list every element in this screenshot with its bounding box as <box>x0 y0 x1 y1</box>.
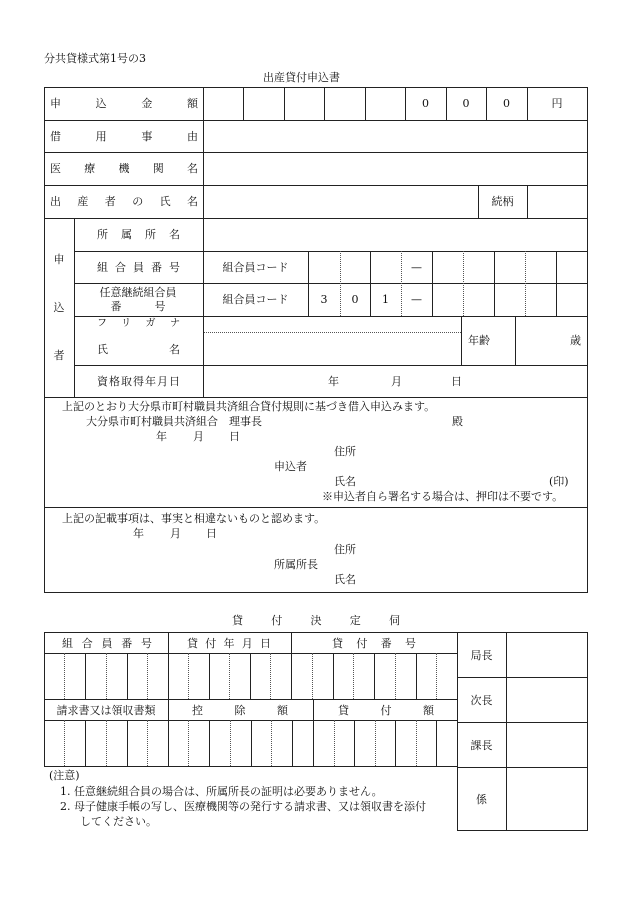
institution-field[interactable] <box>204 153 587 184</box>
voluntary-label-line1: 任意継続組合員 <box>99 286 177 299</box>
amount-unit: 円 <box>551 97 563 110</box>
relation-field[interactable] <box>528 186 587 217</box>
reason-field[interactable] <box>204 121 587 152</box>
col-loan-amount: 貸付額 <box>338 704 434 717</box>
col-deduction: 控除額 <box>192 704 288 717</box>
institution-label: 医療機関名 <box>50 162 198 175</box>
member-code-label: 組合員コード <box>222 261 289 274</box>
mother-name-field[interactable] <box>204 186 477 217</box>
declaration-name-label: 氏名 <box>334 475 356 488</box>
note-2: 2. 母子健康手帳の写し、医療機関等の発行する請求書、又は領収書を添付 <box>60 800 426 813</box>
certification-address-label: 住所 <box>334 543 356 556</box>
affiliation-label: 所属所名 <box>97 228 180 241</box>
stamp-box-director-general[interactable] <box>507 633 587 677</box>
declaration-text: 上記のとおり大分県市町村職員共済組合貸付規則に基づき借入申込みます。 <box>62 400 436 413</box>
voluntary-label-line2: 番 号 <box>110 300 166 313</box>
voluntary-digit-2[interactable]: 0 <box>351 293 359 306</box>
note-2-continued: してください。 <box>80 815 157 828</box>
applicant-name-field[interactable] <box>204 333 460 364</box>
seal-note: ※申込者自ら署名する場合は、押印は不要です。 <box>322 490 564 503</box>
qualified-year: 年 <box>328 375 339 388</box>
applicant-side-char-2: 込 <box>53 301 65 314</box>
declaration-month: 月 <box>193 430 204 443</box>
declaration-address-label: 住所 <box>334 445 356 458</box>
applicant-name-label: 氏名 <box>97 343 180 356</box>
certification-year: 年 <box>133 527 144 540</box>
member-code-dash: — <box>411 261 422 274</box>
col-member-no: 組合員番号 <box>62 637 152 650</box>
furigana-field[interactable] <box>204 317 460 332</box>
amount-label: 申込金額 <box>50 97 198 110</box>
qualified-date-label: 資格取得年月日 <box>97 375 180 388</box>
relation-label: 続柄 <box>491 195 514 208</box>
amount-digit-6[interactable]: 0 <box>422 97 429 110</box>
voluntary-code-dash: — <box>411 293 422 306</box>
voluntary-digit-1[interactable]: 3 <box>320 293 328 306</box>
amount-digit-7[interactable]: 0 <box>462 97 470 110</box>
declaration-applicant-label: 申込者 <box>274 460 307 473</box>
declaration-year: 年 <box>156 430 167 443</box>
decision-title: 貸付決定伺 <box>232 614 400 627</box>
approver-staff: 係 <box>476 793 487 806</box>
voluntary-code-label: 組合員コード <box>222 293 289 306</box>
stamp-box-section-chief[interactable] <box>507 723 587 767</box>
certification-name-label: 氏名 <box>334 573 356 586</box>
col-loan-date: 貸付年月日 <box>187 637 271 650</box>
certification-month: 月 <box>170 527 181 540</box>
affiliation-field[interactable] <box>204 219 587 250</box>
certification-text: 上記の記載事項は、事実と相違ないものと認めます。 <box>62 512 326 525</box>
seal-mark: (印) <box>549 475 569 488</box>
voluntary-digit-3[interactable]: 1 <box>382 293 389 306</box>
approver-section-chief: 課長 <box>470 739 493 752</box>
member-code-field[interactable] <box>309 252 587 283</box>
qualified-month: 月 <box>391 375 402 388</box>
applicant-side-char-3: 者 <box>53 349 65 362</box>
col-receipts: 請求書又は領収書類 <box>56 704 156 717</box>
age-unit: 歳 <box>570 334 581 347</box>
furigana-label: フリガナ <box>97 318 180 329</box>
page-title: 出産貸付申込書 <box>263 71 340 84</box>
col-loan-no: 貸付番号 <box>332 637 416 650</box>
stamp-box-deputy[interactable] <box>507 678 587 722</box>
notes-heading: (注意) <box>49 769 80 782</box>
declaration-day: 日 <box>229 430 240 443</box>
qualified-day: 日 <box>451 375 462 388</box>
stamp-box-staff[interactable] <box>507 768 587 830</box>
amount-digit-8[interactable]: 0 <box>503 97 510 110</box>
note-1: 1. 任意継続組合員の場合は、所属所長の証明は必要ありません。 <box>60 785 383 798</box>
certification-day: 日 <box>206 527 217 540</box>
applicant-side-char-1: 申 <box>53 253 65 266</box>
approver-deputy: 次長 <box>470 694 493 707</box>
mother-name-label: 出産者の氏名 <box>50 195 198 208</box>
addressee: 大分県市町村職員共済組合 理事長 <box>86 415 262 428</box>
member-no-label: 組合員番号 <box>97 261 180 274</box>
approver-director-general: 局長 <box>470 649 493 662</box>
age-field[interactable] <box>516 317 566 364</box>
reason-label: 借用事由 <box>50 130 198 143</box>
certification-head-label: 所属所長 <box>274 558 318 571</box>
addressee-honorific: 殿 <box>452 415 463 428</box>
age-label: 年齢 <box>468 334 490 347</box>
form-id: 分共貸様式第1号の3 <box>44 52 146 65</box>
